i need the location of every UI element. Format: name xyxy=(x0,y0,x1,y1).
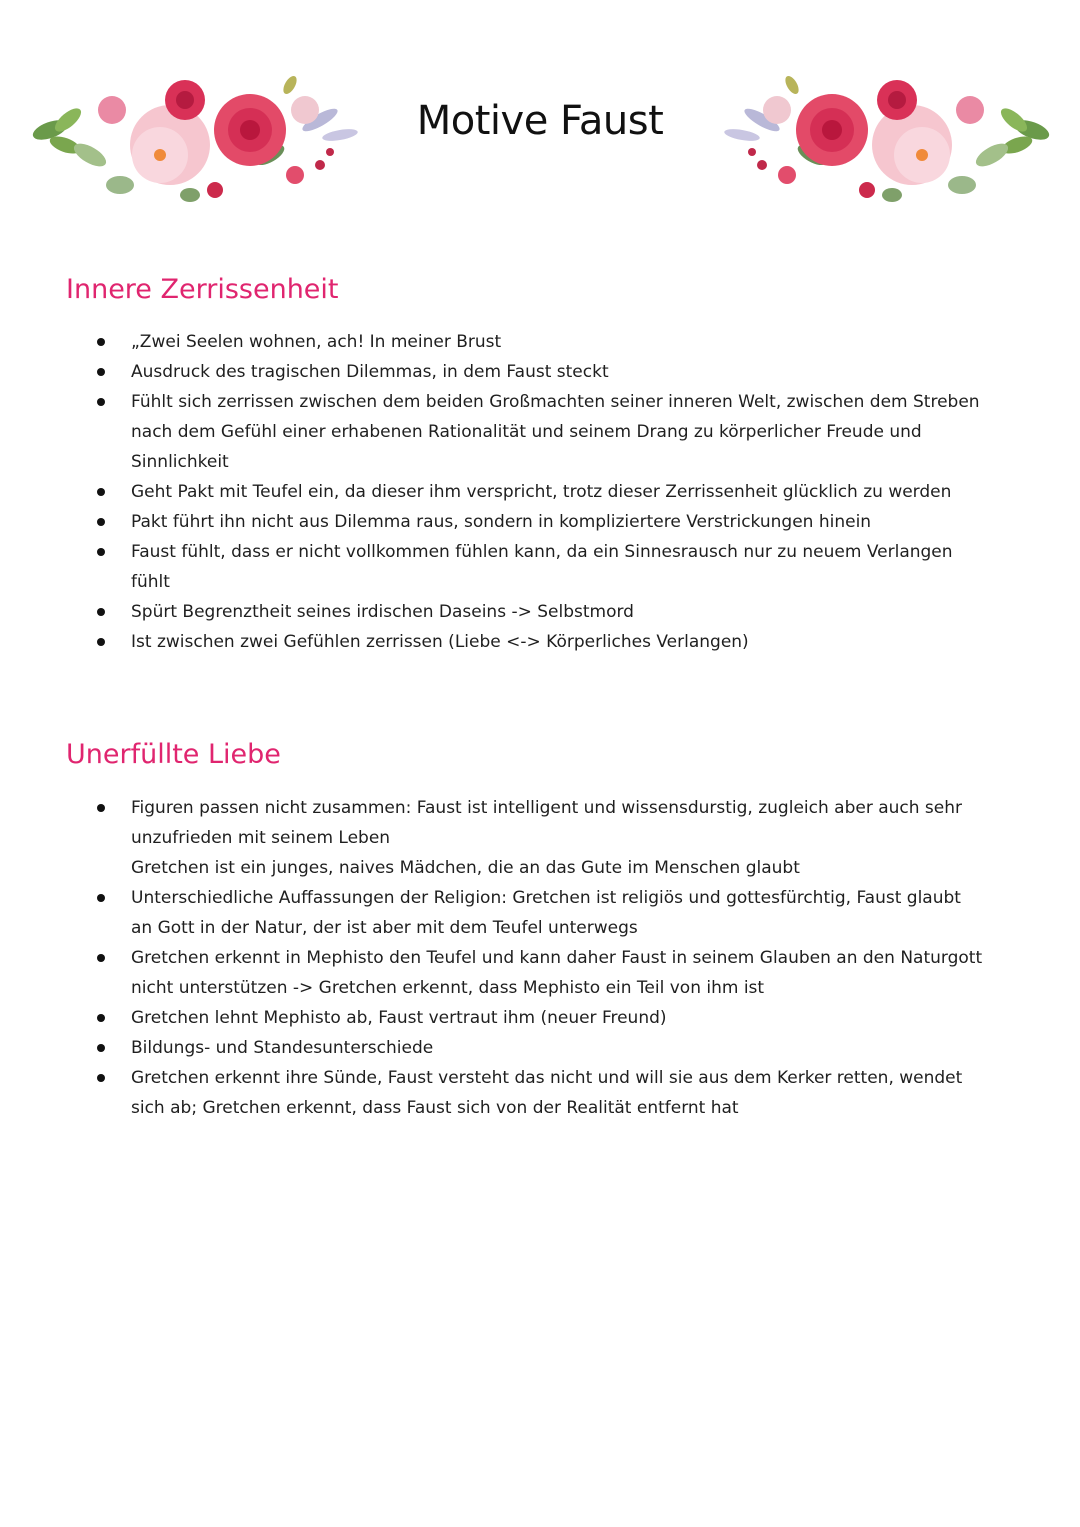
item-text: unzufrieden mit seinem Leben xyxy=(131,828,391,848)
list-item xyxy=(0,537,1016,597)
bullet-dot-icon xyxy=(97,638,105,646)
section-innere-zerrissenheit xyxy=(0,273,1080,307)
item-text: Ausdruck des tragischen Dilemmas, in dem Faust steckt xyxy=(131,362,609,382)
list-item xyxy=(0,477,1016,507)
bullet-dot-icon xyxy=(97,1074,105,1082)
bullet-dot-icon xyxy=(97,518,105,526)
item-text: sich ab; Gretchen erkennt, dass Faust sich von der Realität entfernt hat xyxy=(131,1098,739,1118)
list-item xyxy=(0,883,1016,943)
list-item xyxy=(0,387,1016,477)
item-text: „Zwei Seelen wohnen, ach! In meiner Brust xyxy=(131,332,502,352)
list-item xyxy=(0,1033,1016,1063)
bullet-dot-icon xyxy=(97,1044,105,1052)
floral-decoration-right xyxy=(712,60,1062,220)
bullet-list-innere-zerrissenheit xyxy=(0,327,1080,657)
bullet-dot-icon xyxy=(97,894,105,902)
item-text: Spürt Begrenztheit seines irdischen Daseins -> Selbstmord xyxy=(131,602,634,622)
item-text: nicht unterstützen -> Gretchen erkennt, dass Mephisto ein Teil von ihm ist xyxy=(131,978,765,998)
bullet-dot-icon xyxy=(97,1014,105,1022)
item-text: Gretchen erkennt in Mephisto den Teufel und kann daher Faust in seinem Glauben an den Naturgott xyxy=(131,948,983,968)
header xyxy=(0,0,1080,230)
list-item xyxy=(0,357,1016,387)
list-item xyxy=(0,793,1016,883)
bullet-dot-icon xyxy=(97,804,105,812)
list-item xyxy=(0,1003,1016,1033)
item-text: Bildungs- und Standesunterschiede xyxy=(131,1038,434,1058)
item-text: Sinnlichkeit xyxy=(131,452,229,472)
list-item xyxy=(0,507,1016,537)
list-item xyxy=(0,1063,1016,1123)
item-text: fühlt xyxy=(131,572,170,592)
item-text: Gretchen lehnt Mephisto ab, Faust vertraut ihm (neuer Freund) xyxy=(131,1008,667,1028)
list-item xyxy=(0,327,1016,357)
item-text: Gretchen erkennt ihre Sünde, Faust versteht das nicht und will sie aus dem Kerker retten, wendet xyxy=(131,1068,963,1088)
list-item xyxy=(0,627,1016,657)
list-item xyxy=(0,597,1016,627)
section-heading: Unerfüllte Liebe xyxy=(66,739,281,770)
item-text: Faust fühlt, dass er nicht vollkommen fühlen kann, da ein Sinnesrausch nur zu neuem Verlangen xyxy=(131,542,953,562)
item-text: Gretchen ist ein junges, naives Mädchen, die an das Gute im Menschen glaubt xyxy=(131,858,800,878)
item-text: Fühlt sich zerrissen zwischen dem beiden Großmachten seiner inneren Welt, zwischen dem Streben xyxy=(131,392,980,412)
list-item xyxy=(0,943,1016,1003)
bullet-list-unerfuellte-liebe xyxy=(0,793,1080,1123)
item-text: Pakt führt ihn nicht aus Dilemma raus, sondern in kompliziertere Verstrickungen hinein xyxy=(131,512,872,532)
page-title: Motive Faust xyxy=(416,98,664,144)
item-text: Unterschiedliche Auffassungen der Religion: Gretchen ist religiös und gottesfürchtig, Faust glaubt xyxy=(131,888,961,908)
flowers xyxy=(748,80,984,198)
section-heading: Innere Zerrissenheit xyxy=(66,274,339,305)
item-text: nach dem Gefühl einer erhabenen Rationalität und seinem Drang zu körperlicher Freude und xyxy=(131,422,922,442)
bullet-dot-icon xyxy=(97,954,105,962)
item-text: Geht Pakt mit Teufel ein, da dieser ihm verspricht, trotz dieser Zerrissenheit glücklich zu werden xyxy=(131,482,952,502)
item-text: Ist zwischen zwei Gefühlen zerrissen (Liebe <-> Körperliches Verlangen) xyxy=(131,632,749,652)
section-unerfuellte-liebe xyxy=(0,738,1080,772)
bullet-dot-icon xyxy=(97,608,105,616)
bullet-dot-icon xyxy=(97,338,105,346)
bullet-dot-icon xyxy=(97,488,105,496)
item-text: an Gott in der Natur, der ist aber mit dem Teufel unterwegs xyxy=(131,918,638,938)
bullet-dot-icon xyxy=(97,548,105,556)
bullet-dot-icon xyxy=(97,368,105,376)
item-text: Figuren passen nicht zusammen: Faust ist intelligent und wissensdurstig, zugleich aber auch sehr xyxy=(131,798,963,818)
bullet-dot-icon xyxy=(97,398,105,406)
